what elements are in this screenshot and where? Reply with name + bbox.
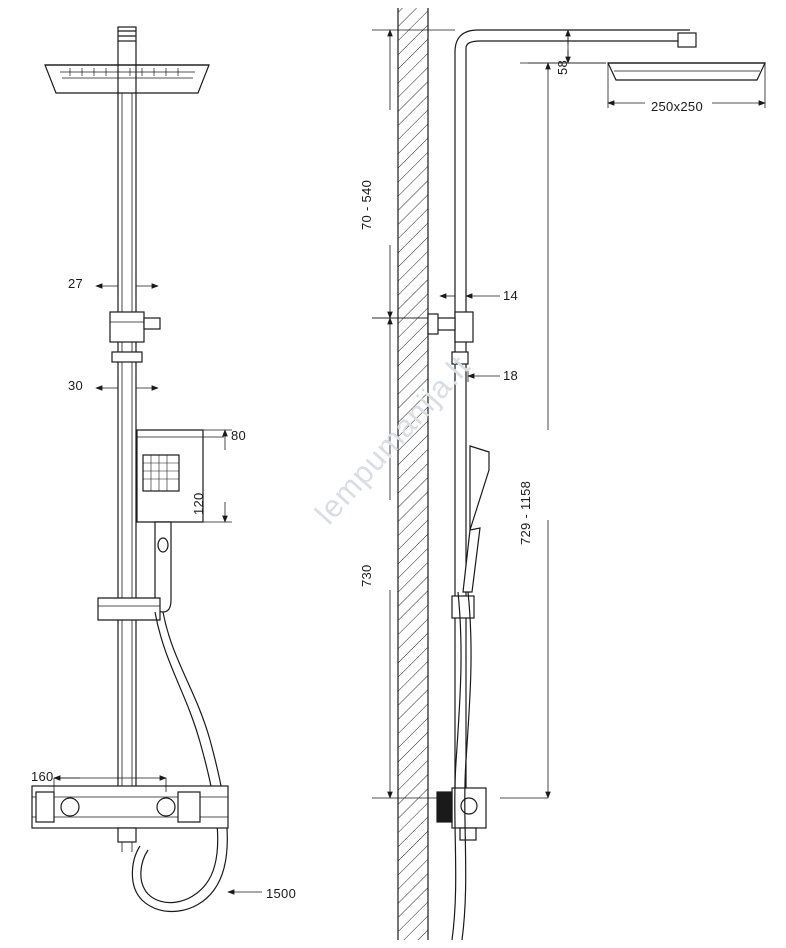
dimension-label-30: 30	[68, 378, 84, 393]
side-view-product	[372, 30, 765, 940]
dimension-label-1500: 1500	[266, 886, 297, 901]
dimension-label-70-540: 70 - 540	[359, 179, 374, 230]
side-view-group	[398, 8, 428, 940]
dimension-label-250x250: 250x250	[651, 99, 703, 114]
front-view-group	[32, 27, 262, 911]
dimension-label-80: 80	[231, 428, 247, 443]
dimension-label-27: 27	[68, 276, 84, 291]
dimension-label-120: 120	[191, 492, 206, 515]
watermark-text: lempumanija.lt	[308, 348, 478, 531]
dimension-label-14: 14	[503, 288, 519, 303]
dimension-label-730: 730	[359, 564, 374, 587]
dimension-label-729-1158: 729 - 1158	[518, 480, 533, 545]
dimension-label-18: 18	[503, 368, 519, 383]
dimension-label-58: 58	[555, 59, 570, 75]
dimension-label-160: 160	[31, 769, 54, 784]
